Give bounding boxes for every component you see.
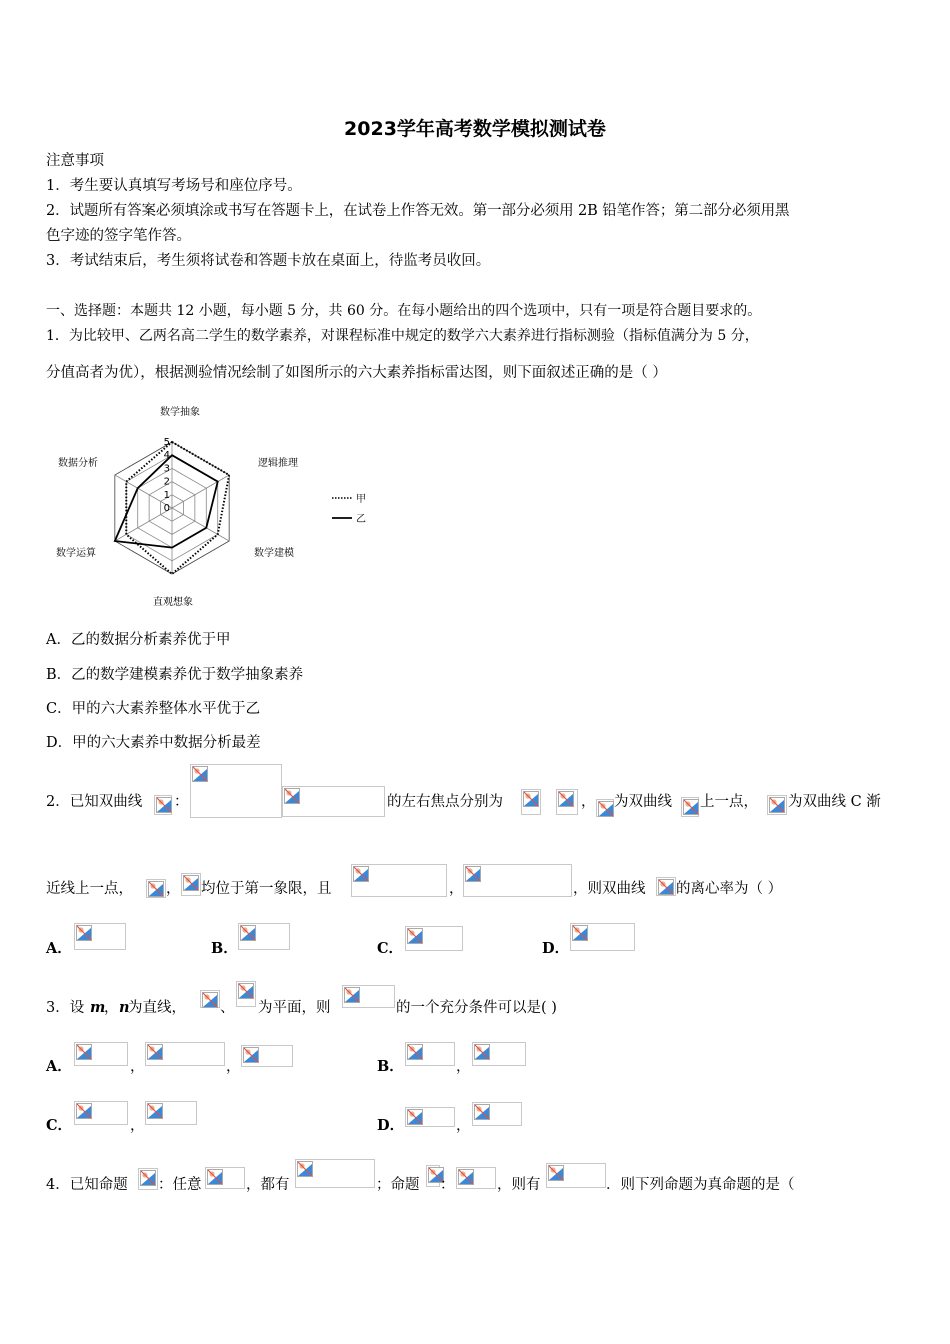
q3-text-4: 、 — [220, 1000, 235, 1016]
axis-label-1: 逻辑推理 — [258, 458, 298, 469]
q2-text-9: ， — [166, 881, 181, 897]
notice-item-2-cont: 色字迹的签字笔作答。 — [46, 228, 191, 244]
q2-text-5: 为双曲线 — [614, 794, 672, 810]
q2-text-7: 为双曲线 C 渐 — [788, 794, 881, 810]
broken-image-icon — [596, 799, 614, 817]
legend-label-yi: 乙 — [356, 514, 366, 525]
q3-text-3: 为直线， — [128, 1000, 186, 1016]
q3-option-b: B． — [377, 1058, 404, 1075]
q3-option-d: D． — [377, 1117, 405, 1134]
q2-text-13: 的离心率为（ ） — [676, 881, 783, 897]
q1-line1: 1．为比较甲、乙两名高二学生的数学素养，对课程标准中规定的数学六大素养进行指标测验（指标值满分为 5 分， — [46, 328, 759, 344]
broken-image-icon — [463, 864, 572, 897]
q1-option-b: B．乙的数学建模素养优于数学抽象素养 — [46, 667, 304, 683]
axis-label-3: 直观想象 — [153, 597, 193, 608]
radar-spoke — [172, 475, 229, 508]
radar-tick-label: 4 — [163, 450, 170, 462]
q4-text-4: ；命题 — [376, 1177, 420, 1193]
broken-image-icon — [74, 923, 126, 950]
broken-image-icon — [154, 795, 172, 815]
radar-tick-label: 1 — [163, 489, 170, 501]
broken-image-icon — [405, 1107, 455, 1127]
q2-text-2: ： — [174, 794, 189, 810]
notice-item-2: 2．试题所有答案必须填涂或书写在答题卡上，在试卷上作答无效。第一部分必须用 2B 铅笔作答；第二部分必须用黑 — [46, 203, 790, 219]
broken-image-icon — [556, 789, 578, 815]
broken-image-icon — [351, 864, 447, 897]
broken-image-icon — [681, 797, 699, 817]
broken-image-icon — [342, 985, 395, 1008]
notice-item-3: 3．考试结束后，考生须将试卷和答题卡放在桌面上，待监考员收回。 — [46, 253, 491, 269]
broken-image-icon — [145, 1101, 197, 1125]
q3-text-5: 为平面，则 — [258, 1000, 331, 1016]
page-title: 2023学年高考数学模拟测试卷 — [344, 118, 606, 140]
broken-image-icon — [74, 1042, 128, 1066]
q3-text-1: 3．设 — [46, 1000, 85, 1016]
axis-label-2: 数学建模 — [254, 548, 294, 559]
q4-text-3: ，都有 — [246, 1177, 290, 1193]
q2-option-b: B． — [211, 940, 238, 957]
broken-image-icon — [238, 923, 290, 950]
broken-image-icon — [236, 981, 256, 1007]
q3-comma: ， — [130, 1118, 145, 1134]
q3-comma: ， — [226, 1059, 241, 1075]
broken-image-icon — [190, 764, 282, 818]
broken-image-icon — [241, 1045, 293, 1067]
radar-tick-label: 5 — [163, 437, 170, 448]
q1-line2: 分值高者为优），根据测验情况绘制了如图所示的六大素养指标雷达图，则下面叙述正确的是（ ） — [46, 365, 667, 381]
q2-text-8: 近线上一点， — [46, 881, 133, 897]
broken-image-icon — [181, 873, 201, 896]
q4-text-6: ，则有 — [497, 1177, 541, 1193]
q3-text-2: ， — [104, 1000, 119, 1016]
q3-var-m: m — [90, 999, 106, 1016]
q4-text-2: ：任意 — [158, 1177, 202, 1193]
broken-image-icon — [405, 1042, 455, 1066]
broken-image-icon — [426, 1165, 440, 1187]
q3-var-n: n — [119, 999, 130, 1016]
broken-image-icon — [472, 1042, 526, 1066]
q2-text-4: ， — [581, 794, 596, 810]
q4-text-1: 4．已知命题 — [46, 1177, 128, 1193]
broken-image-icon — [767, 795, 787, 815]
radar-tick-label: 0 — [163, 503, 170, 514]
broken-image-icon — [295, 1159, 375, 1188]
notice-item-1: 1．考生要认真填写考场号和座位序号。 — [46, 178, 302, 194]
q1-option-c: C．甲的六大素养整体水平优于乙 — [46, 701, 261, 717]
q2-text-6: 上一点， — [700, 794, 758, 810]
legend-label-jia: 甲 — [356, 494, 366, 505]
q2-text-10: 均位于第一象限，且 — [201, 881, 332, 897]
q1-option-a: A．乙的数据分析素养优于甲 — [46, 632, 231, 648]
broken-image-icon — [138, 1168, 158, 1190]
broken-image-icon — [205, 1167, 245, 1189]
notice-heading: 注意事项 — [46, 153, 104, 169]
q3-comma: ， — [456, 1118, 471, 1134]
broken-image-icon — [405, 926, 463, 951]
q2-text-3: 的左右焦点分别为 — [387, 794, 503, 810]
broken-image-icon — [546, 1163, 606, 1188]
q2-option-d: D． — [542, 940, 570, 957]
q4-text-5: ： — [440, 1177, 455, 1193]
broken-image-icon — [282, 786, 385, 817]
broken-image-icon — [200, 990, 220, 1008]
broken-image-icon — [656, 877, 676, 896]
q2-text-11: ， — [449, 881, 464, 897]
radar-tick-label: 2 — [163, 476, 170, 488]
radar-chart — [46, 398, 376, 613]
q2-option-a: A． — [46, 940, 72, 957]
radar-series-0 — [126, 442, 229, 574]
broken-image-icon — [570, 923, 635, 951]
axis-label-5: 数据分析 — [58, 458, 98, 469]
q4-text-7: ．则下列命题为真命题的是（ — [606, 1177, 795, 1193]
section-heading: 一、选择题：本题共 12 小题，每小题 5 分，共 60 分。在每小题给出的四个选项中，只有一项是符合题目要求的。 — [46, 303, 762, 319]
broken-image-icon — [74, 1101, 128, 1125]
broken-image-icon — [456, 1167, 496, 1189]
q3-option-a: A． — [46, 1058, 72, 1075]
q1-option-d: D．甲的六大素养中数据分析最差 — [46, 735, 261, 751]
q2-text-1: 2．已知双曲线 — [46, 794, 143, 810]
q3-comma: ， — [130, 1059, 145, 1075]
q3-option-c: C． — [46, 1117, 73, 1134]
q2-option-c: C． — [377, 940, 404, 957]
radar-tick-label: 3 — [163, 463, 170, 475]
q3-text-6: 的一个充分条件可以是( ) — [396, 1000, 557, 1016]
axis-label-4: 数学运算 — [56, 548, 96, 559]
broken-image-icon — [145, 1042, 225, 1066]
broken-image-icon — [146, 879, 166, 898]
broken-image-icon — [472, 1102, 522, 1126]
broken-image-icon — [521, 789, 541, 815]
axis-label-0: 数学抽象 — [160, 407, 200, 418]
q2-text-12: ，则双曲线 — [573, 881, 646, 897]
q3-comma: ， — [456, 1059, 471, 1075]
